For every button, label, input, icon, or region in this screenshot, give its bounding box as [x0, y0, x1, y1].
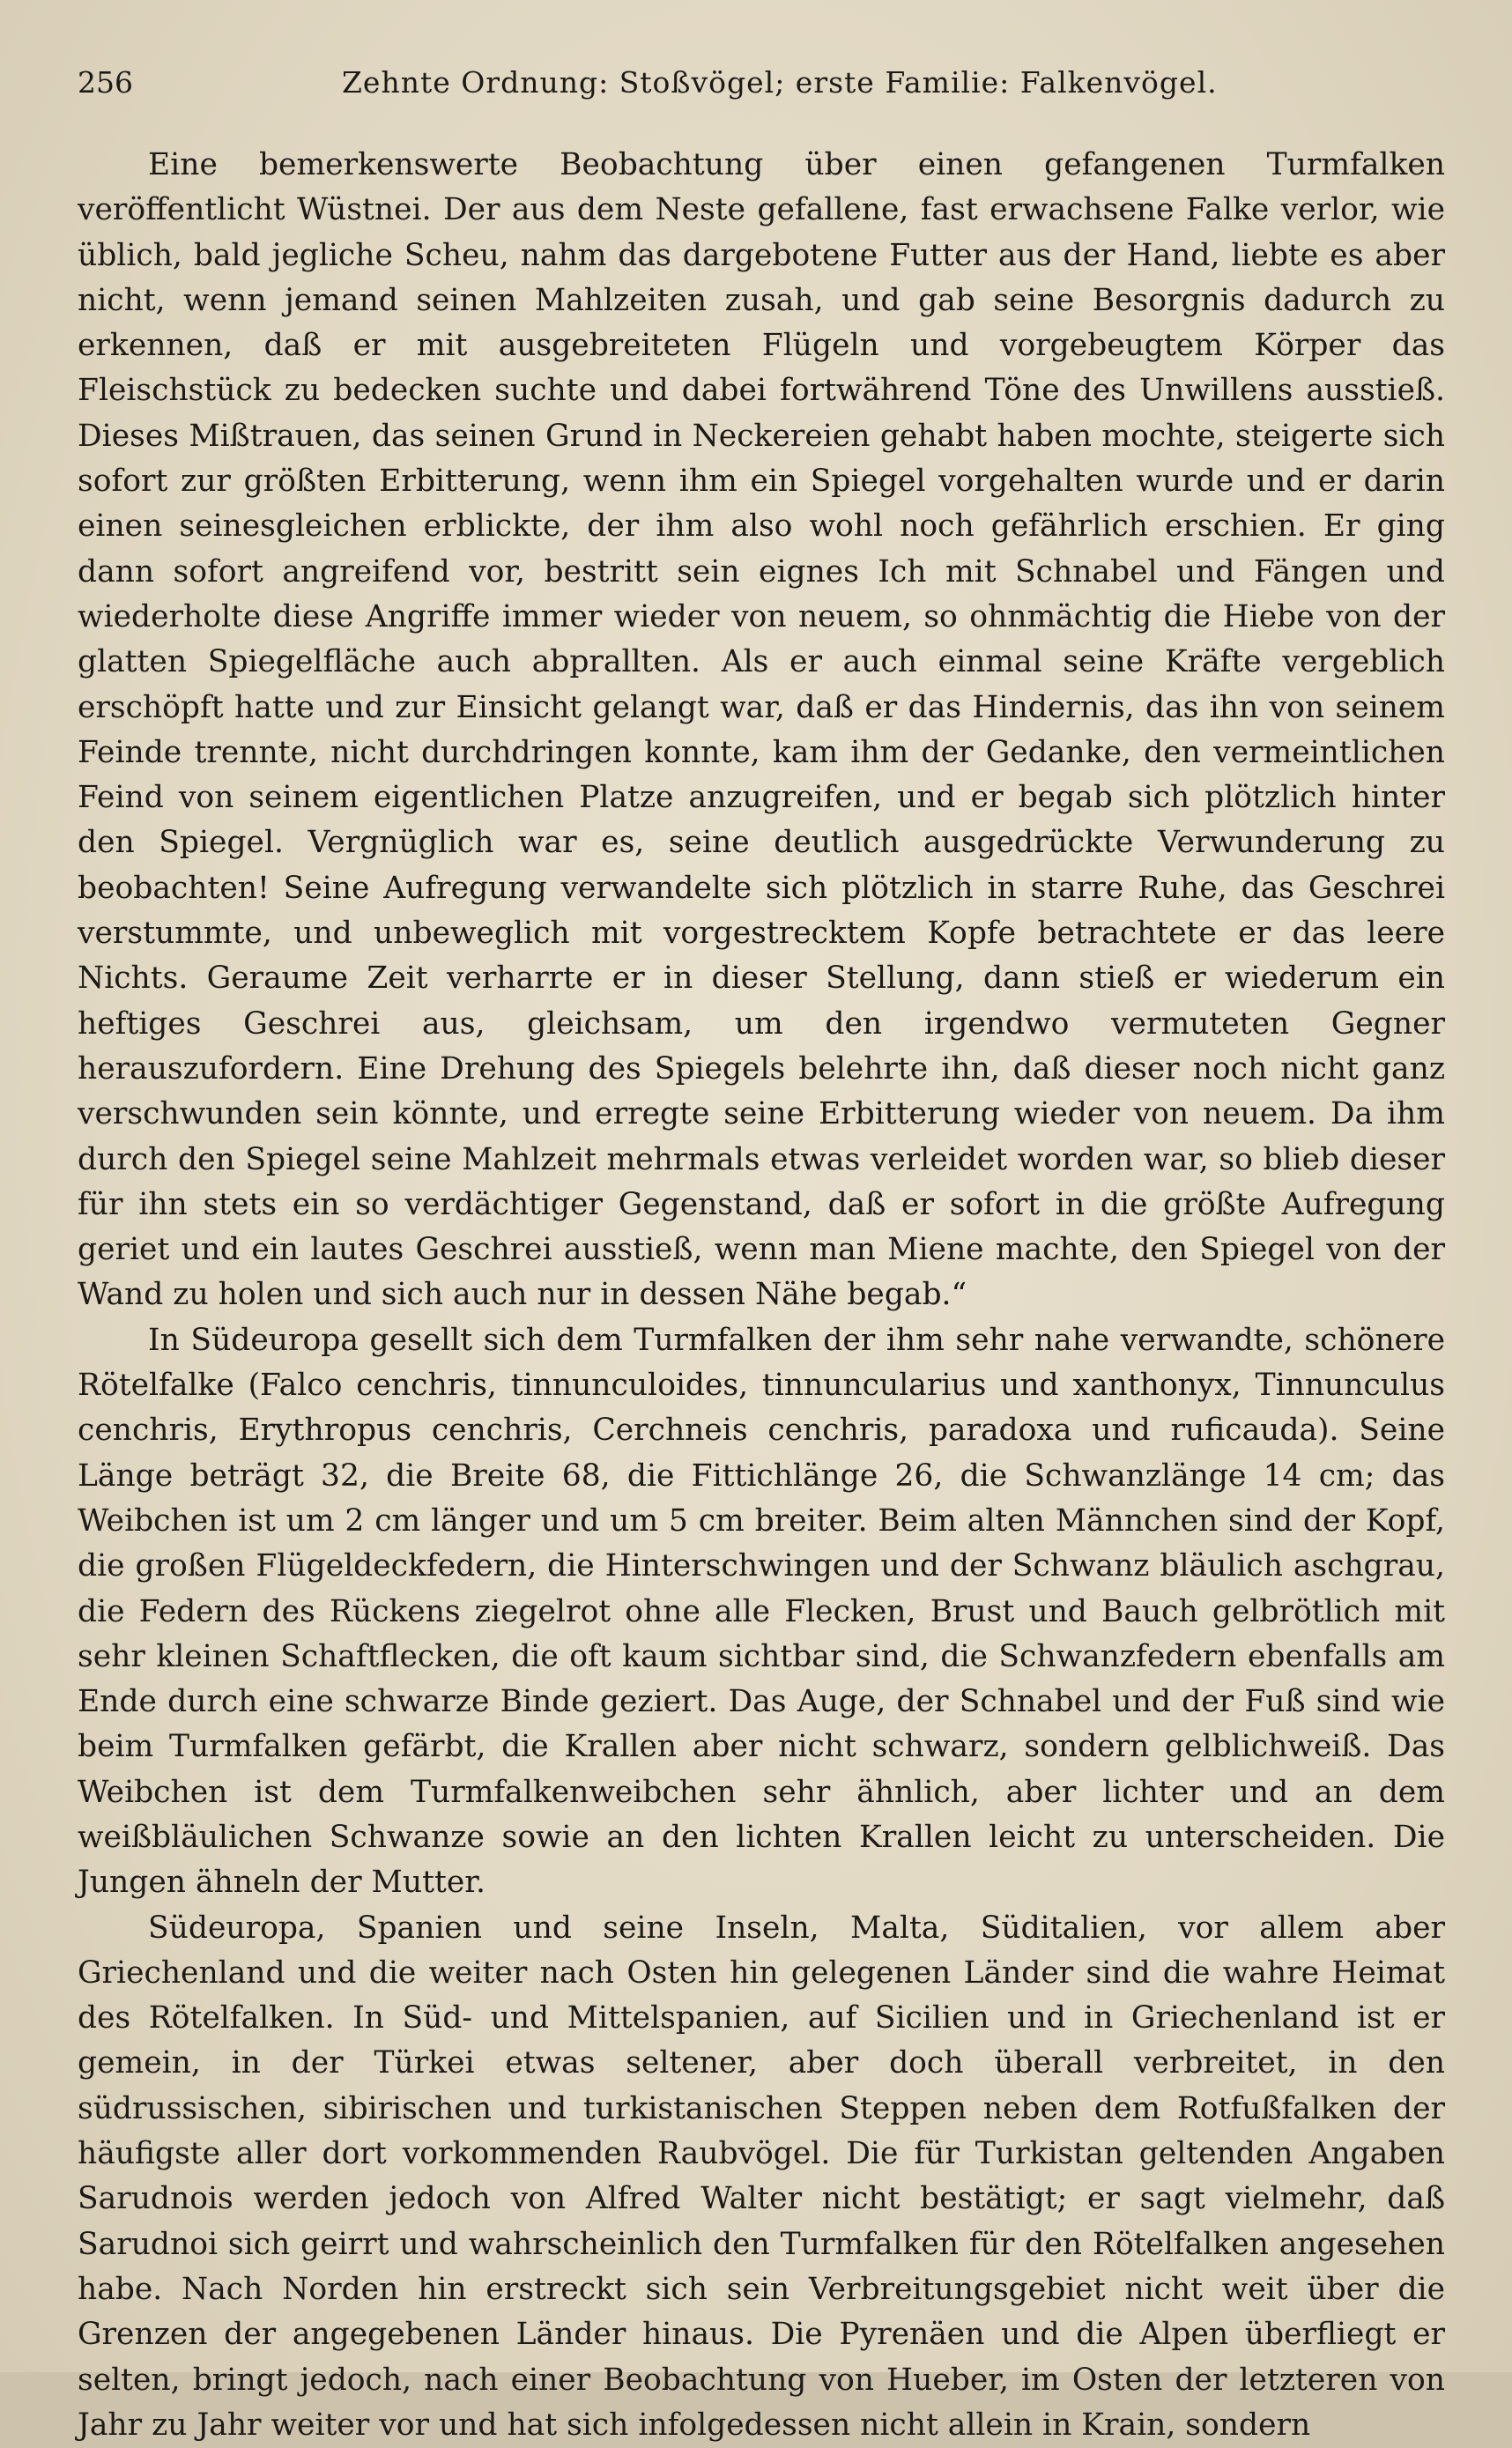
body-text [78, 143, 1445, 2448]
paragraph-turmfalke-spiegel: Eine bemerkenswerte Beobachtung über einen gefangenen Turmfalken veröffentlicht Wüstnei. Der aus dem Neste gefallene, fast erwachsene Falke verlor, wie üblich, bald jegliche Scheu, nahm das dargebotene Futter aus der Hand, liebte es aber nicht, wenn jemand seinen Mahlzeiten zusah, und gab seine Besorgnis dadurch zu erkennen, daß er mit ausgebreiteten Flügeln und vorgebeugtem Körper das Fleischstück zu bedecken suchte und dabei fortwährend Töne des Unwillens ausstieß. Dieses Mißtrauen, das seinen Grund in Neckereien gehabt haben mochte, steigerte sich sofort zur größten Erbitterung, wenn ihm ein Spiegel vorgehalten wurde und er darin einen seinesgleichen erblickte, der ihm also wohl noch gefährlich erschien. Er ging dann sofort angreifend vor, bestritt sein eignes Ich mit Schnabel und Fängen und wiederholte diese Angriffe immer wieder von neuem, so ohnmächtig die Hiebe von der glatten Spiegelfläche auch abprallten. Als er auch einmal seine Kräfte vergeblich erschöpft hatte und zur Einsicht gelangt war, daß er das Hindernis, das ihn von seinem Feinde trennte, nicht durchdringen konnte, kam ihm der Gedanke, den vermeintlichen Feind von seinem eigentlichen Platze anzugreifen, und er begab sich plötzlich hinter den Spiegel. Vergnüglich war es, seine deutlich ausgedrückte Verwunderung zu beobachten! Seine Aufregung verwandelte sich plötzlich in starre Ruhe, das Geschrei verstummte, und unbeweglich mit vorgestrecktem Kopfe betrachtete er das leere Nichts. Geraume Zeit verharrte er in dieser Stellung, dann stieß er wiederum ein heftiges Geschrei aus, gleichsam, um den irgendwo vermuteten Gegner herauszufordern. Eine Drehung des Spiegels belehrte ihn, daß dieser noch nicht ganz verschwunden sein könnte, und erregte seine Erbitterung wieder von neuem. Da ihm durch den Spiegel seine Mahlzeit mehrmals etwas verleidet worden war, so blieb dieser für ihn stets ein so verdächtiger Gegenstand, daß er sofort in die größte Aufregung geriet und ein lautes Geschrei ausstieß, wenn man Miene machte, den Spiegel von der Wand zu holen und sich auch nur in dessen Nähe begab.“ [78, 147, 1445, 1313]
paragraph-roetelfalke-beschreibung: In Südeuropa gesellt sich dem Turmfalken der ihm sehr nahe verwandte, schönere Rötelfalke (Falco cenchris, tinnunculoides, tinnuncularius und xanthonyx, Tinnunculus cenchris, Erythropus cenchris, Cerchneis cenchris, paradoxa und ruficauda). Seine Länge beträgt 32, die Breite 68, die Fittichlänge 26, die Schwanzlänge 14 cm; das Weibchen ist um 2 cm länger und um 5 cm breiter. Beim alten Männchen sind der Kopf, die großen Flügeldeckfedern, die Hinterschwingen und der Schwanz bläulich aschgrau, die Federn des Rückens ziegelrot ohne alle Flecken, Brust und Bauch gelbrötlich mit sehr kleinen Schaftflecken, die oft kaum sichtbar sind, die Schwanzfedern ebenfalls am Ende durch eine schwarze Binde geziert. Das Auge, der Schnabel und der Fuß sind wie beim Turmfalken gefärbt, die Krallen aber nicht schwarz, sondern gelblichweiß. Das Weibchen ist dem Turmfalkenweibchen sehr ähnlich, aber lichter und an dem weißbläulichen Schwanze sowie an den lichten Krallen leicht zu unterscheiden. Die Jungen ähneln der Mutter. [78, 1322, 1445, 1901]
running-head [78, 58, 1445, 108]
page-number: 256 [78, 65, 133, 100]
running-title: Zehnte Ordnung: Stoßvögel; erste Familie: Falkenvögel. [342, 65, 1218, 100]
paragraph-roetelfalke-verbreitung: Südeuropa, Spanien und seine Inseln, Malta, Süditalien, vor allem aber Griechenland und die weiter nach Osten hin gelegenen Länder sind die wahre Heimat des Rötelfalken. In Süd- und Mittelspanien, auf Sicilien und in Griechenland ist er gemein, in der Türkei etwas seltener, aber doch überall verbreitet, in den südrussischen, sibirischen und turkistanischen Steppen neben dem Rotfußfalken der häufigste aller dort vorkommenden Raubvögel. Die für Turkistan geltenden Angaben Sarudnois werden jedoch von Alfred Walter nicht bestätigt; er sagt vielmehr, daß Sarudnoi sich geirrt und wahrscheinlich den Turmfalken für den Rötelfalken angesehen habe. Nach Norden hin erstreckt sich sein Verbreitungsgebiet nicht weit über die Grenzen der angegebenen Länder hinaus. Die Pyrenäen und die Alpen überfliegt er selten, bringt jedoch, nach einer Beobachtung von Hueber, im Osten der letzteren von Jahr zu Jahr weiter vor und hat sich infolgedessen nicht allein in Krain, sondern [78, 1910, 1445, 2443]
